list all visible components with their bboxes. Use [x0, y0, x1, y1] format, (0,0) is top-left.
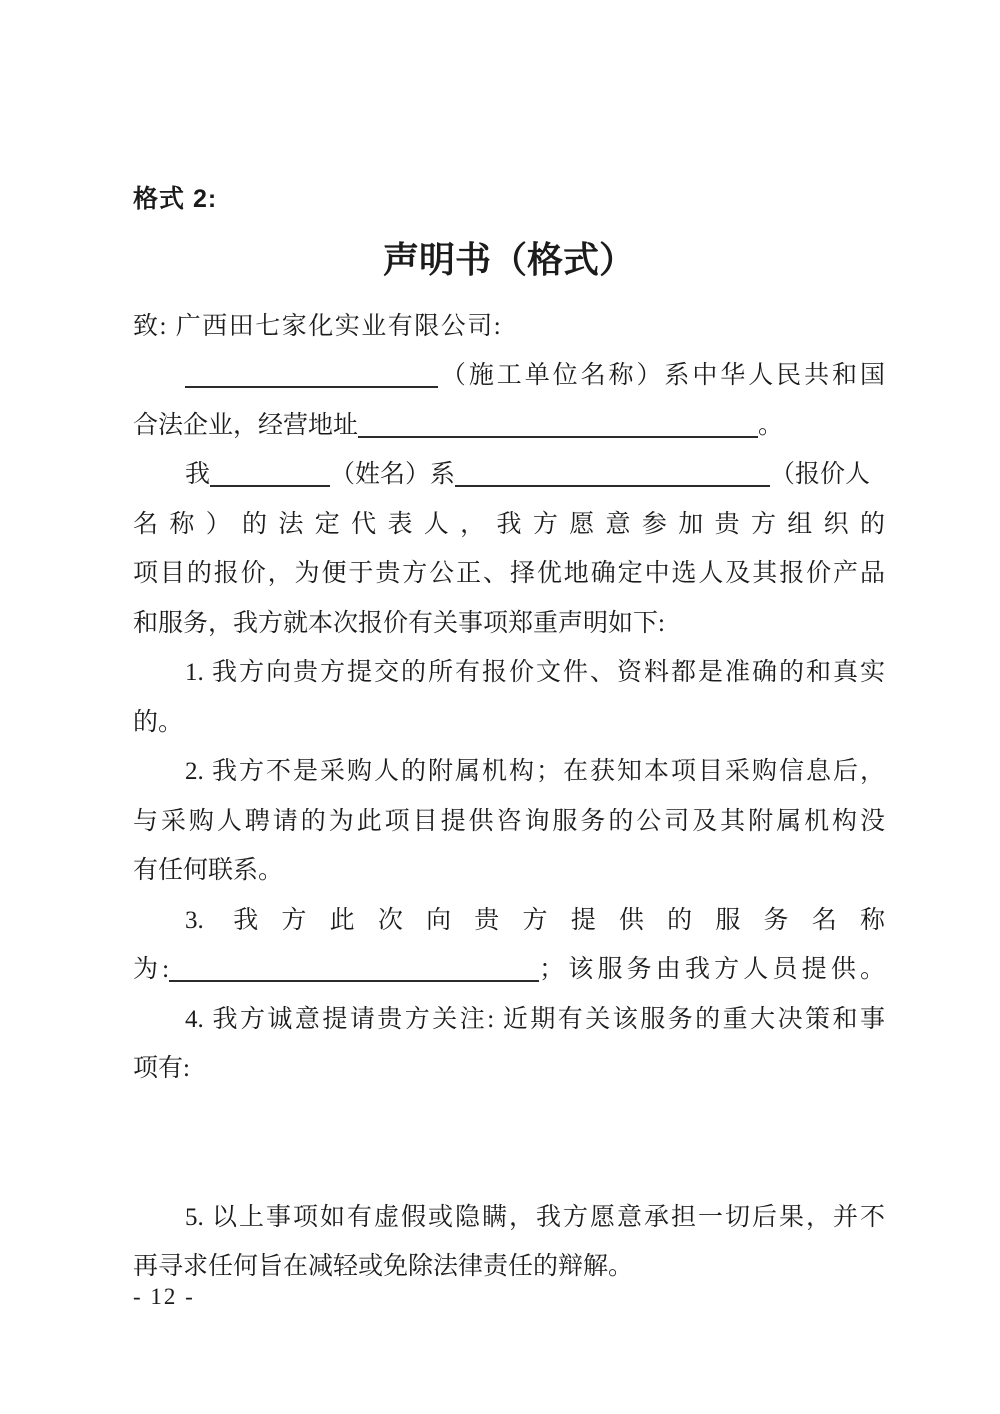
blank-line [133, 1094, 885, 1144]
body-line [133, 500, 885, 550]
line-text: 有任何联系。 [133, 857, 284, 884]
body-line [133, 549, 885, 599]
body-line [133, 599, 885, 649]
body-line [133, 846, 885, 896]
line-text: 2. 我方不是采购人的附属机构；在获知本项目采购信息后， [185, 758, 885, 785]
line-text: 1. 我方向贵方提交的所有报价文件、资料都是准确的和真实 [185, 659, 885, 686]
body-line [133, 1193, 885, 1243]
blank-line [133, 1143, 885, 1193]
line-text: （报价人 [770, 461, 871, 488]
line-text: 我 [185, 461, 211, 488]
line-text: 名称）的法定代表人，我方愿意参加贵方组织的 [133, 510, 885, 538]
page-title: 声明书（格式） [382, 240, 635, 280]
page-number: - 12 - [133, 1284, 195, 1309]
line-text: 4. 我方诚意提请贵方关注: 近期有关该服务的重大决策和事 [185, 1005, 885, 1033]
line-text: ；该服务由我方人员提供。 [539, 956, 885, 983]
body-line [133, 797, 885, 847]
line-text: 。 [758, 411, 784, 439]
line-text: 合法企业，经营地址 [133, 411, 359, 439]
fill-in-blank [210, 460, 330, 487]
line-text: 项目的报价，为便于贵方公正、择优地确定中选人及其报价产品 [133, 560, 885, 587]
line-text: 3. 我方此次向贵方提供的服务名称 [185, 906, 885, 934]
body-line [133, 747, 885, 797]
body-line [133, 1242, 885, 1292]
line-text: 为: [133, 956, 170, 983]
body-line [133, 351, 885, 401]
body-line [133, 648, 885, 698]
body-line [133, 1044, 885, 1094]
body-line [133, 401, 885, 451]
fill-in-blank [358, 411, 758, 438]
line-text: （施工单位名称）系中华人民共和国 [438, 362, 885, 389]
line-text: 与采购人聘请的为此项目提供咨询服务的公司及其附属机构没 [133, 807, 885, 835]
line-text: 5. 以上事项如有虚假或隐瞒，我方愿意承担一切后果，并不 [185, 1203, 885, 1231]
line-text: 再寻求任何旨在减轻或免除法律责任的辩解。 [133, 1253, 634, 1280]
fill-in-blank [169, 955, 539, 982]
line-text: 和服务，我方就本次报价有关事项郑重声明如下: [133, 609, 665, 637]
line-text: （姓名）系 [330, 461, 456, 488]
body-line [133, 945, 885, 995]
body-line [133, 896, 885, 946]
format-label: 格式 2: [133, 185, 218, 213]
body-line [133, 450, 885, 500]
fill-in-blank [455, 460, 770, 487]
line-text: 项有: [133, 1055, 190, 1082]
body-line [133, 698, 885, 748]
line-text: 的。 [133, 708, 184, 736]
document-body [133, 351, 885, 1292]
body-line [133, 995, 885, 1045]
addressee-line: 致: 广西田七家化实业有限公司: [133, 313, 503, 340]
fill-in-blank [185, 361, 438, 388]
